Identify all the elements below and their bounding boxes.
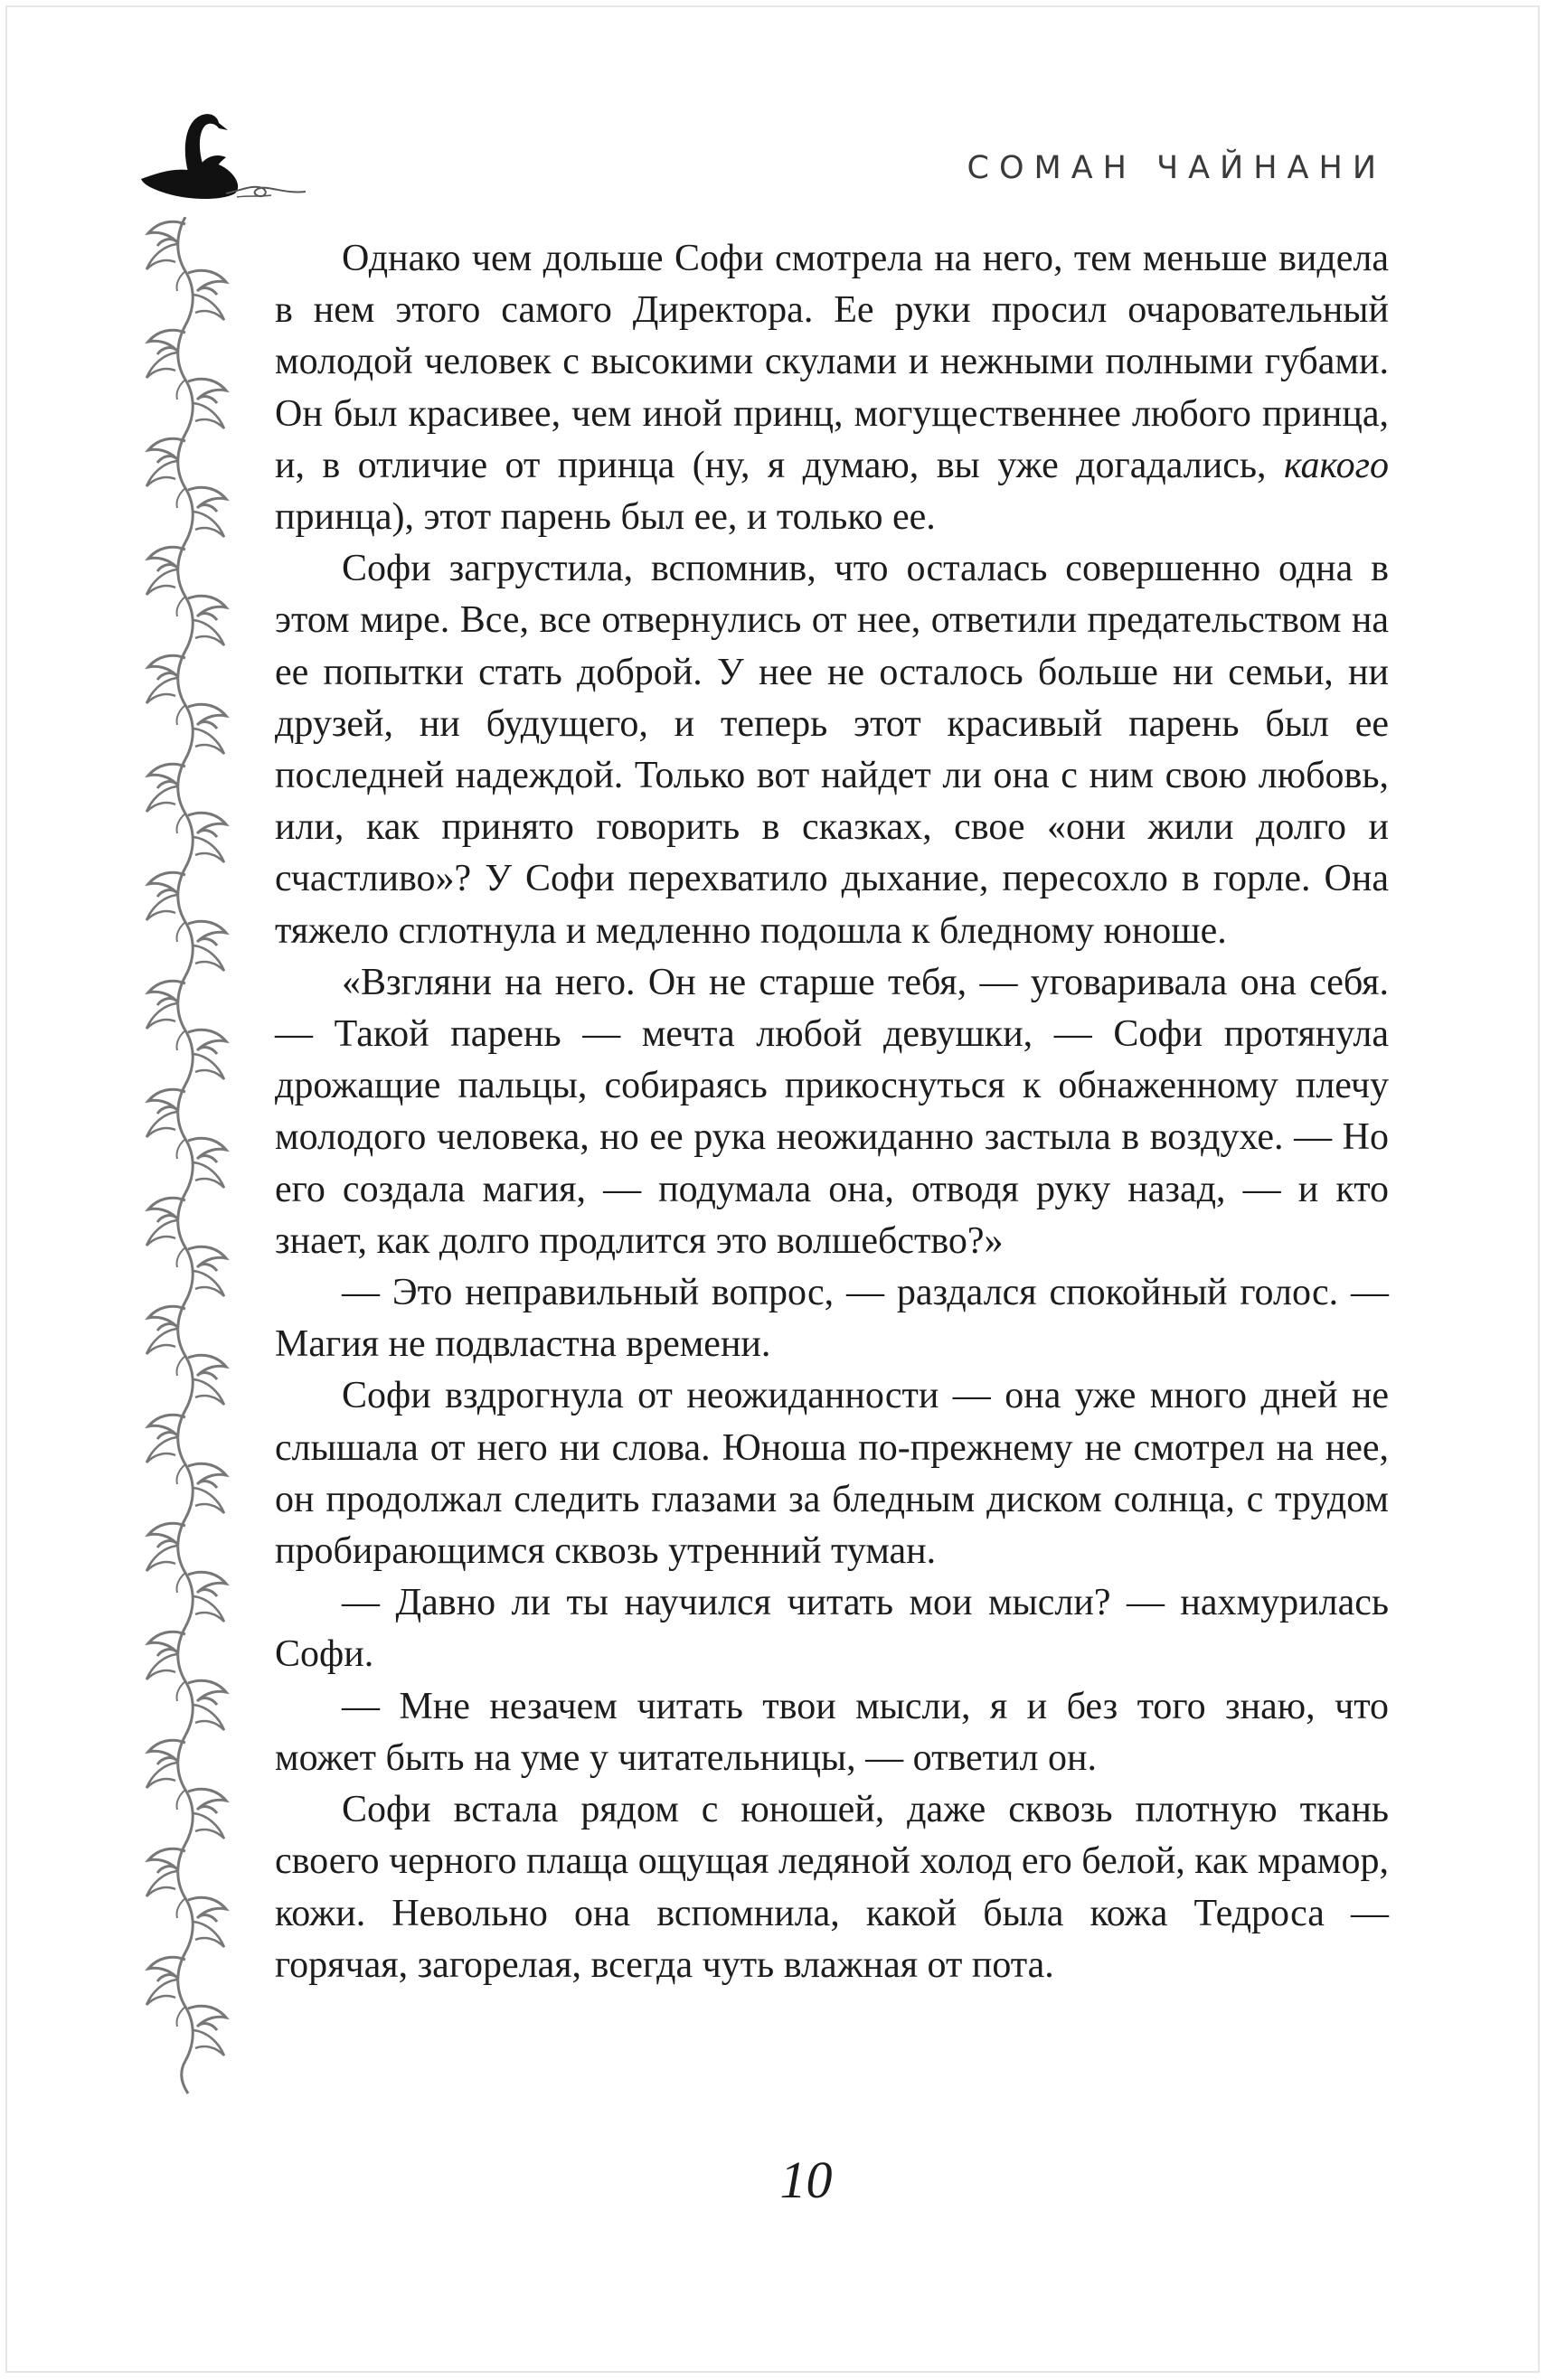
paragraph: — Давно ли ты научился читать мои мысли? — нахмурилась Софи. [275, 1582, 1389, 1676]
page-number: 10 [779, 2150, 833, 2209]
swan-ornament-icon [136, 107, 307, 206]
paragraph-emphasis: какого [1283, 444, 1389, 486]
paragraph: — Мне незачем читать твои мысли, я и без того знаю, что может быть на уме у читательницы, — ответил он. [275, 1685, 1389, 1779]
paragraph [275, 233, 1389, 543]
body-text [275, 233, 1389, 1991]
paragraph-text: принца), этот парень был ее, и только ее. [275, 496, 936, 539]
running-header-author: СОМАН ЧАЙНАНИ [967, 150, 1386, 186]
paragraph-text: Однако чем дольше Софи смотрела на него, тем меньше видела в нем этого самого Директора. Ее руки просил очаровательный молодой человек с высокими скулами и нежными полными губами. Он был красивее, чем иной принц, могущественнее любого принца, и, в отличие от принца (ну, я думаю, вы уже догадались, [275, 238, 1389, 486]
paragraph: Софи встала рядом с юношей, даже сквозь плотную ткань своего черного плаща ощущая ледяной холод его белой, как мрамор, кожи. Невольно она вспомнила, какой была кожа Тедроса — горячая, загорелая, всегда чуть влажная от пота. [275, 1789, 1389, 1986]
paragraph: Софи вздрогнула от неожиданности — она уже много дней не слышала от него ни слова. Юноша по-прежнему не смотрел на нее, он продолжал следить глазами за бледным диском солнца, с трудом пробирающимся сквозь утренний туман. [275, 1375, 1389, 1573]
paragraph: Софи загрустила, вспомнив, что осталась совершенно одна в этом мире. Все, все отвернулись от нее, ответили предательством на ее попытки стать доброй. У нее не осталось больше ни семьи, ни друзей, ни будущего, и теперь этот красивый парень был ее последней надеждой. Только вот найдет ли она с ним свою любовь, или, как принято говорить в сказках, свое «они жили долго и счастливо»? У Софи перехватило дыхание, пересохло в горле. Она тяжело сглотнула и медленно подошла к бледному юноше. [275, 548, 1389, 952]
vine-border-ornament [136, 217, 235, 2097]
paragraph: «Взгляни на него. Он не старше тебя, — уговаривала она себя. — Такой парень — мечта любой девушки, — Софи протянула дрожащие пальцы, собираясь прикоснуться к обнаженному плечу молодого человека, но ее рука неожиданно застыла в воздухе. — Но его создала магия, — подумала она, отводя руку назад, — и кто знает, как долго продлится это волшебство?» [275, 961, 1389, 1262]
paragraph: — Это неправильный вопрос, — раздался спокойный голос. — Магия не подвластна времени. [275, 1272, 1389, 1366]
